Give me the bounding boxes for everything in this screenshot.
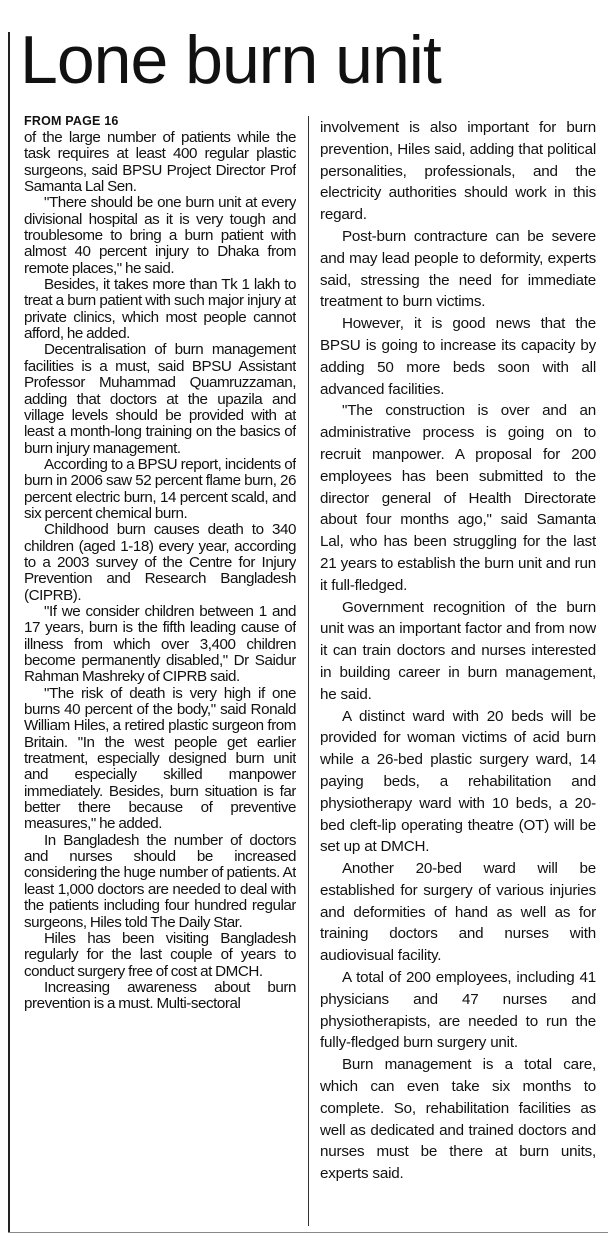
paragraph: involvement is also important for burn prevention, Hiles said, adding that political personalities, professionals, and the electricity authorities should work in this regard. [320, 119, 596, 224]
paragraph: Post-burn contracture can be severe and may lead people to deformity, experts said, stressing the need for immediate treatment to burn victims. [320, 227, 596, 311]
headline: Lone burn unit [20, 22, 441, 98]
paragraph: Childhood burn causes death to 340 children (aged 1-18) every year, according to a 2003 survey of the Centre for Injury Prevention and Research Bangladesh (CIPRB). [24, 521, 296, 604]
article-column-left [24, 113, 296, 1233]
paragraph: of the large number of patients while the task requires at least 400 regular plastic surgeons, said BPSU Project Director Prof Samanta Lal Sen. [24, 129, 296, 196]
paragraph: In Bangladesh the number of doctors and nurses should be increased considering the huge number of patients. At least 1,000 doctors are needed to deal with the patients including four hundred regular surgeons, Hiles told The Daily Star. [24, 831, 296, 931]
paragraph: However, it is good news that the BPSU is going to increase its capacity by adding 50 more beds soon with all advanced facilities. [320, 315, 596, 398]
paragraph: Hiles has been visiting Bangladesh regularly for the last couple of years to conduct surgery free of cost at DMCH. [24, 929, 296, 980]
paragraph: "The risk of death is very high if one burns 40 percent of the body," said Ronald William Hiles, a retired plastic surgeon from Britain. "In the west people get earlier treatment, especially designed burn unit and especially skilled manpower immediately. Besides, burn situation is far better there because of preventive measures," he added. [24, 684, 296, 833]
column-divider [308, 116, 309, 1226]
paragraph: Another 20-bed ward will be established for surgery of various injuries and deformities of hand as well as for training doctors and nurses with audiovisual facility. [320, 860, 596, 965]
paragraph: Besides, it takes more than Tk 1 lakh to treat a burn patient with such major injury at private clinics, which most people cannot afford, he added. [24, 276, 296, 343]
continuation-kicker: FROM PAGE 16 [24, 114, 119, 128]
paragraph: A distinct ward with 20 beds will be provided for woman victims of acid burn while a 26-bed plastic surgery ward, 14 paying beds, a rehabilitation and physiotherapy ward with 10 beds, a 20-bed cleft-lip operating theatre (OT) will be set up at DMCH. [320, 707, 596, 856]
paragraph: "There should be one burn unit at every divisional hospital as it is very tough and troublesome to bring a burn patient with almost 40 percent injury to Dhaka from remote places," he said. [24, 194, 296, 277]
paragraph: Decentralisation of burn management facilities is a must, said BPSU Assistant Professor Muhammad Quamruzzaman, adding that doctors at the upazila and village levels should be provided with at least a month-long training on the basics of burn injury management. [24, 341, 296, 457]
left-border-rule [8, 32, 10, 1232]
paragraph: "If we consider children between 1 and 17 years, burn is the fifth leading cause of illness from which over 3,400 children become permanently disabled," Dr Saidur Rahman Mashreky of CIPRB said. [24, 602, 296, 686]
paragraph: Burn management is a total care, which can even take six months to complete. So, rehabilitation facilities as well as dedicated and trained doctors and nurses must be there at burn units, experts said. [320, 1056, 596, 1183]
paragraph: According to a BPSU report, incidents of burn in 2006 saw 52 percent flame burn, 26 percent electric burn, 14 percent scald, and six percent chemical burn. [24, 455, 296, 522]
paragraph: A total of 200 employees, including 41 physicians and 47 nurses and physiotherapists, are needed to run the fully-fledged burn surgery unit. [320, 969, 596, 1052]
paragraph: "The construction is over and an administrative process is going on to recruit manpower. A proposal for 200 employees has been submitted to the director general of Health Directorate about four months ago," said Samanta Lal, who has been struggling for the last 21 years to establish the burn unit and run it full-fledged. [320, 402, 596, 594]
article-column-right [320, 117, 596, 1227]
paragraph: Government recognition of the burn unit was an important factor and from now it can train doctors and nurses interested in building career in burn management, he said. [320, 598, 596, 703]
bottom-border-rule [8, 1232, 608, 1233]
paragraph: Increasing awareness about burn prevention is a must. Multi-sectoral [24, 978, 296, 1013]
